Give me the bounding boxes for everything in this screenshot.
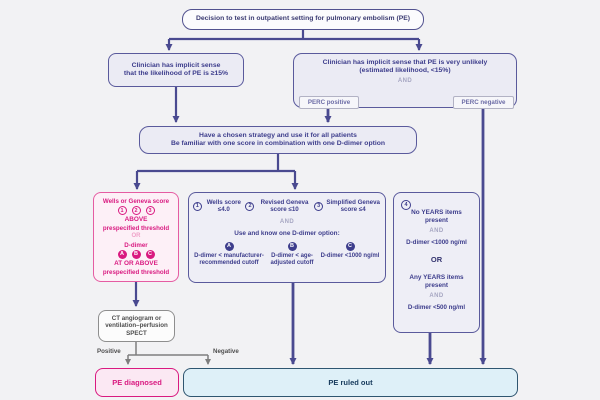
years-or-label: OR — [430, 255, 443, 264]
pe-ruled-out-label: PE ruled out — [328, 378, 373, 387]
years-ddimer2-label: D-dimer <500 ng/ml — [407, 303, 466, 311]
pe-diagnosed-label: PE diagnosed — [112, 378, 162, 387]
circle-c-badge: C — [146, 250, 155, 259]
threshold-title: Wells or Geneva score — [102, 198, 170, 205]
negative-edge-label: Negative — [213, 348, 239, 355]
circle-4-badge: 4 — [401, 200, 411, 210]
ddimer-option-b — [266, 242, 318, 267]
score-rules-row — [192, 199, 382, 214]
circle-a-badge: A — [225, 242, 234, 251]
unlikely-line1: Clinician has implicit sense that PE is very unlikely — [322, 59, 488, 66]
years-ddimer1-label: D-dimer <1000 ng/ml — [406, 238, 467, 246]
threshold-number-badges — [118, 206, 155, 215]
strategy-line2: Be familiar with one score in combination with one D-dimer option — [170, 140, 386, 147]
perc-positive-badge — [299, 96, 359, 109]
imaging-line2: ventilation–perfusion — [105, 322, 168, 330]
score-rule-wells — [193, 199, 244, 214]
imaging-line1: CT angiogram or — [111, 314, 162, 322]
ddimer-option-c — [318, 242, 382, 260]
decision-node — [182, 9, 424, 30]
ddimer-option-label: D-dimer < manufacturer-recommended cutoff — [194, 252, 264, 266]
circle-3-badge: 3 — [314, 202, 323, 211]
perc-negative-badge — [453, 96, 514, 109]
imaging-node — [98, 310, 175, 342]
connector-decision-split — [169, 30, 419, 39]
score-rule-label: Revised Geneva score ≤10 — [260, 199, 309, 214]
ddimer-option-title: Use and know one D-dimer option: — [234, 230, 340, 238]
decision-label: Decision to test in outpatient setting for pulmonary embolism (PE) — [195, 15, 411, 23]
score-rule-label: Wells score ≤4.0 — [206, 199, 241, 214]
threshold-above-label: ABOVE — [124, 216, 148, 224]
circle-c-badge: C — [346, 242, 355, 251]
score-options-node — [188, 192, 386, 283]
threshold-letter-badges — [118, 250, 155, 259]
pe-ruled-out-node — [183, 368, 518, 397]
threshold-or-label: OR — [131, 233, 141, 240]
strategy-line1: Have a chosen strategy and use it for all patients — [199, 131, 357, 139]
unlikely-line2: (estimated likelihood, <15%) — [359, 67, 451, 75]
circle-2-badge: 2 — [245, 202, 254, 211]
circle-2-badge: 2 — [132, 206, 141, 215]
ddimer-option-label: D-dimer <1000 ng/ml — [320, 252, 380, 259]
score-rule-label: Simplified Geneva score ≤4 — [326, 199, 380, 214]
years-no-items-label: No YEARS items present — [411, 209, 462, 224]
threshold-at-or-above-label: AT OR ABOVE — [114, 259, 158, 267]
score-threshold-node — [93, 192, 179, 282]
threshold-line1: prespecified threshold — [102, 224, 170, 232]
years-and2-label: AND — [429, 293, 444, 300]
scores-and-label: AND — [279, 218, 295, 225]
circle-1-badge: 1 — [193, 202, 202, 211]
threshold-ddimer-label: D-dimer — [124, 241, 148, 249]
years-any-items-label: Any YEARS items present — [409, 274, 464, 289]
years-and1-label: AND — [429, 228, 444, 235]
perc-positive-label: PERC positive — [307, 98, 351, 106]
threshold-line2: prespecified threshold — [102, 268, 170, 276]
strategy-node — [139, 126, 417, 154]
positive-edge-label: Positive — [97, 348, 121, 355]
perc-negative-label: PERC negative — [461, 98, 506, 106]
connector-imaging-split — [128, 342, 208, 355]
connector-strategy-split — [137, 154, 295, 171]
clinician-unlikely-node — [293, 53, 517, 108]
unlikely-and-label: AND — [397, 78, 413, 85]
pe-diagnosed-node — [95, 368, 179, 397]
clinician-likely-node — [108, 53, 244, 87]
circle-b-badge: B — [132, 250, 141, 259]
circle-3-badge: 3 — [146, 206, 155, 215]
imaging-line3: SPECT — [126, 329, 147, 337]
likely-line2: that the likelihood of PE is ≥15% — [123, 70, 229, 77]
likely-line1: Clinician has implicit sense — [131, 61, 221, 69]
circle-b-badge: B — [288, 242, 297, 251]
circle-1-badge: 1 — [118, 206, 127, 215]
ddimer-option-a — [192, 242, 266, 267]
ddimer-option-label: D-dimer < age-adjusted cutoff — [270, 252, 314, 266]
years-node — [393, 192, 480, 333]
circle-a-badge: A — [118, 250, 127, 259]
score-rule-simplified-geneva — [314, 199, 381, 214]
score-rule-revised-geneva — [245, 199, 312, 214]
ddimer-options-row — [192, 242, 382, 267]
